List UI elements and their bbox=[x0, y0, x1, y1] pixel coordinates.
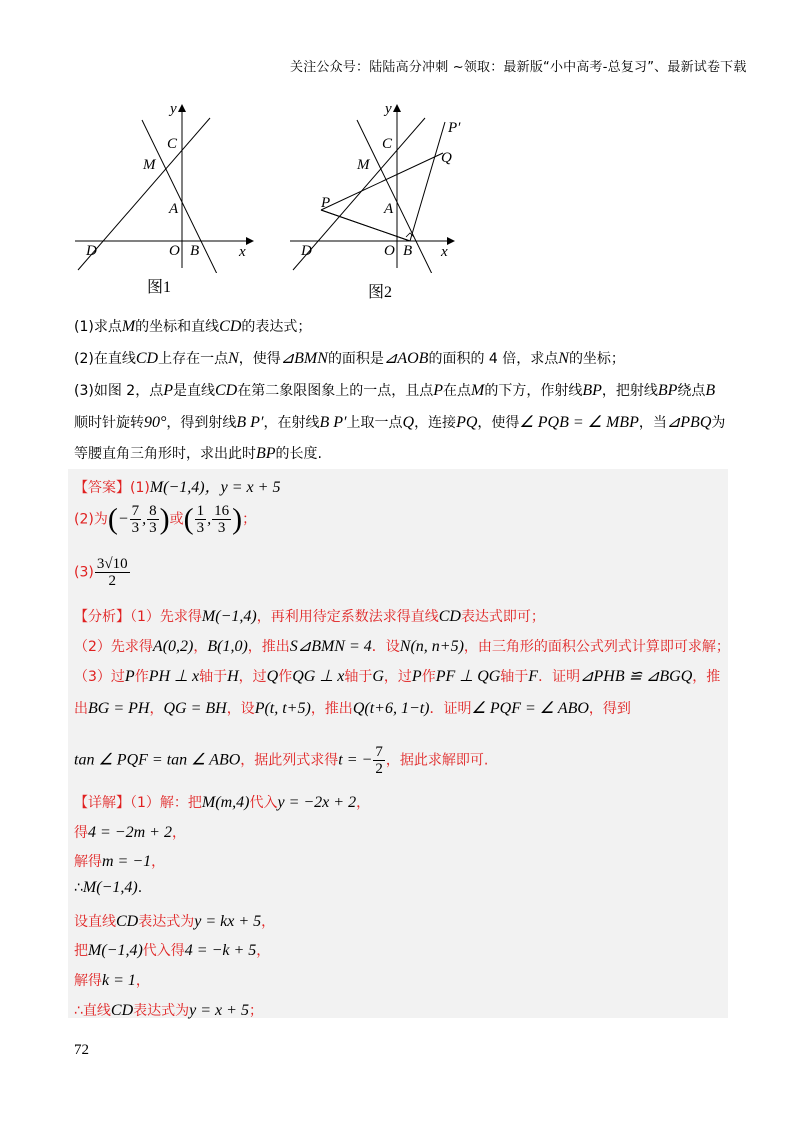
figure-1-graph bbox=[70, 98, 260, 273]
figure-2-graph bbox=[285, 98, 485, 273]
page-header: 关注公众号：陆陆高分冲刺 ~领取：最新版“小中高考-总复习”、最新试卷下载 bbox=[290, 60, 747, 75]
question-2: (2)在直线CD上存在一点N，使得⊿BMN的面积是⊿AOB的面积的 4 倍，求点N的坐标； bbox=[74, 350, 625, 367]
fig2-label-c: C bbox=[382, 136, 393, 152]
figure-2 bbox=[285, 98, 485, 273]
fig1-label-x: x bbox=[239, 244, 246, 260]
analysis-line-2: （2）先求得A(0,2)，B(1,0)，推出S⊿BMN = 4．设N(n, n+5)，由三角形的面积公式列式计算即可求解； bbox=[74, 638, 730, 655]
fig2-label-b: B bbox=[403, 243, 413, 259]
analysis-line-1: 【分析】（1）先求得M(−1,4)，再利用待定系数法求得直线CD表达式即可； bbox=[74, 608, 545, 625]
figure-2-caption: 图2 bbox=[368, 284, 393, 301]
detail-line-8: ∴直线CD表达式为y = x + 5； bbox=[74, 1002, 263, 1019]
fig2-label-m: M bbox=[357, 157, 370, 173]
fig2-label-y: y bbox=[385, 101, 392, 117]
answer-line-3: (3) $\frac{3√10}{2}$ bbox=[74, 556, 128, 589]
analysis-line-3: （3）过P作PH ⊥ x轴于H，过Q作QG ⊥ x轴于G，过P作PF ⊥ QG轴于F．证明⊿PHB ≌ ⊿BGQ，推 bbox=[74, 668, 721, 685]
question-3-line-1: (3)如图 2，点P是直线CD在第二象限图象上的一点，且点P在点M的下方，作射线BP，把射线BP绕点B bbox=[74, 382, 716, 399]
detail-line-2: 得4 = −2m + 2， bbox=[74, 824, 186, 841]
analysis-line-5: tan ∠ PQF = tan ∠ ABO，据此列式求得t = − $\frac{7}{2}$ ，据此求解即可. bbox=[74, 744, 489, 777]
answer-line-2: (2)为(− $\frac{7}{3}$ , $\frac{8}{3}$ )或( $\frac{1}{3}$ , $\frac{16}{3}$ )； bbox=[74, 502, 257, 536]
detail-line-3: 解得m = −1， bbox=[74, 853, 166, 870]
question-3-line-2: 顺时针旋转90°，得到射线B P′，在射线B P′上取一点Q，连接PQ，使得∠ PQB = ∠ MBP，当⊿PBQ为 bbox=[74, 414, 726, 431]
fig2-label-p: P bbox=[321, 195, 331, 211]
answer-line-1: 【答案】(1)M(−1,4)，y = x + 5 bbox=[74, 479, 281, 496]
question-1: (1)求点M的坐标和直线CD的表达式； bbox=[74, 318, 312, 335]
fig1-label-a: A bbox=[169, 201, 179, 217]
fig2-label-o: O bbox=[384, 243, 395, 259]
fig1-label-m: M bbox=[143, 157, 156, 173]
fig2-label-d: D bbox=[301, 243, 312, 259]
fig1-label-o: O bbox=[169, 243, 180, 259]
question-3-line-3: 等腰直角三角形时，求出此时BP的长度. bbox=[74, 445, 322, 462]
fig1-label-c: C bbox=[167, 136, 178, 152]
fig1-label-b: B bbox=[190, 243, 200, 259]
figure-1-caption: 图1 bbox=[147, 279, 172, 296]
detail-line-5: 设直线CD表达式为y = kx + 5， bbox=[74, 913, 276, 930]
figure-1 bbox=[70, 98, 260, 273]
detail-line-6: 把M(−1,4)代入得4 = −k + 5， bbox=[74, 942, 271, 959]
detail-line-4: ∴M(−1,4). bbox=[74, 879, 143, 896]
analysis-line-4: 出BG = PH，QG = BH，设P(t, t+5)，推出Q(t+6, 1−t)．证明∠ PQF = ∠ ABO，得到 bbox=[74, 700, 631, 717]
detail-line-7: 解得k = 1， bbox=[74, 972, 150, 989]
detail-line-1: 【详解】（1）解：把M(m,4)代入y = −2x + 2， bbox=[74, 794, 371, 811]
fig1-label-y: y bbox=[170, 101, 177, 117]
fig1-label-d: D bbox=[86, 243, 97, 259]
page-number: 72 bbox=[74, 1042, 89, 1058]
fig2-label-q: Q bbox=[441, 150, 452, 166]
fig2-label-x: x bbox=[441, 244, 448, 260]
fig2-label-p-prime: P′ bbox=[448, 120, 461, 136]
fig2-label-a: A bbox=[384, 201, 394, 217]
